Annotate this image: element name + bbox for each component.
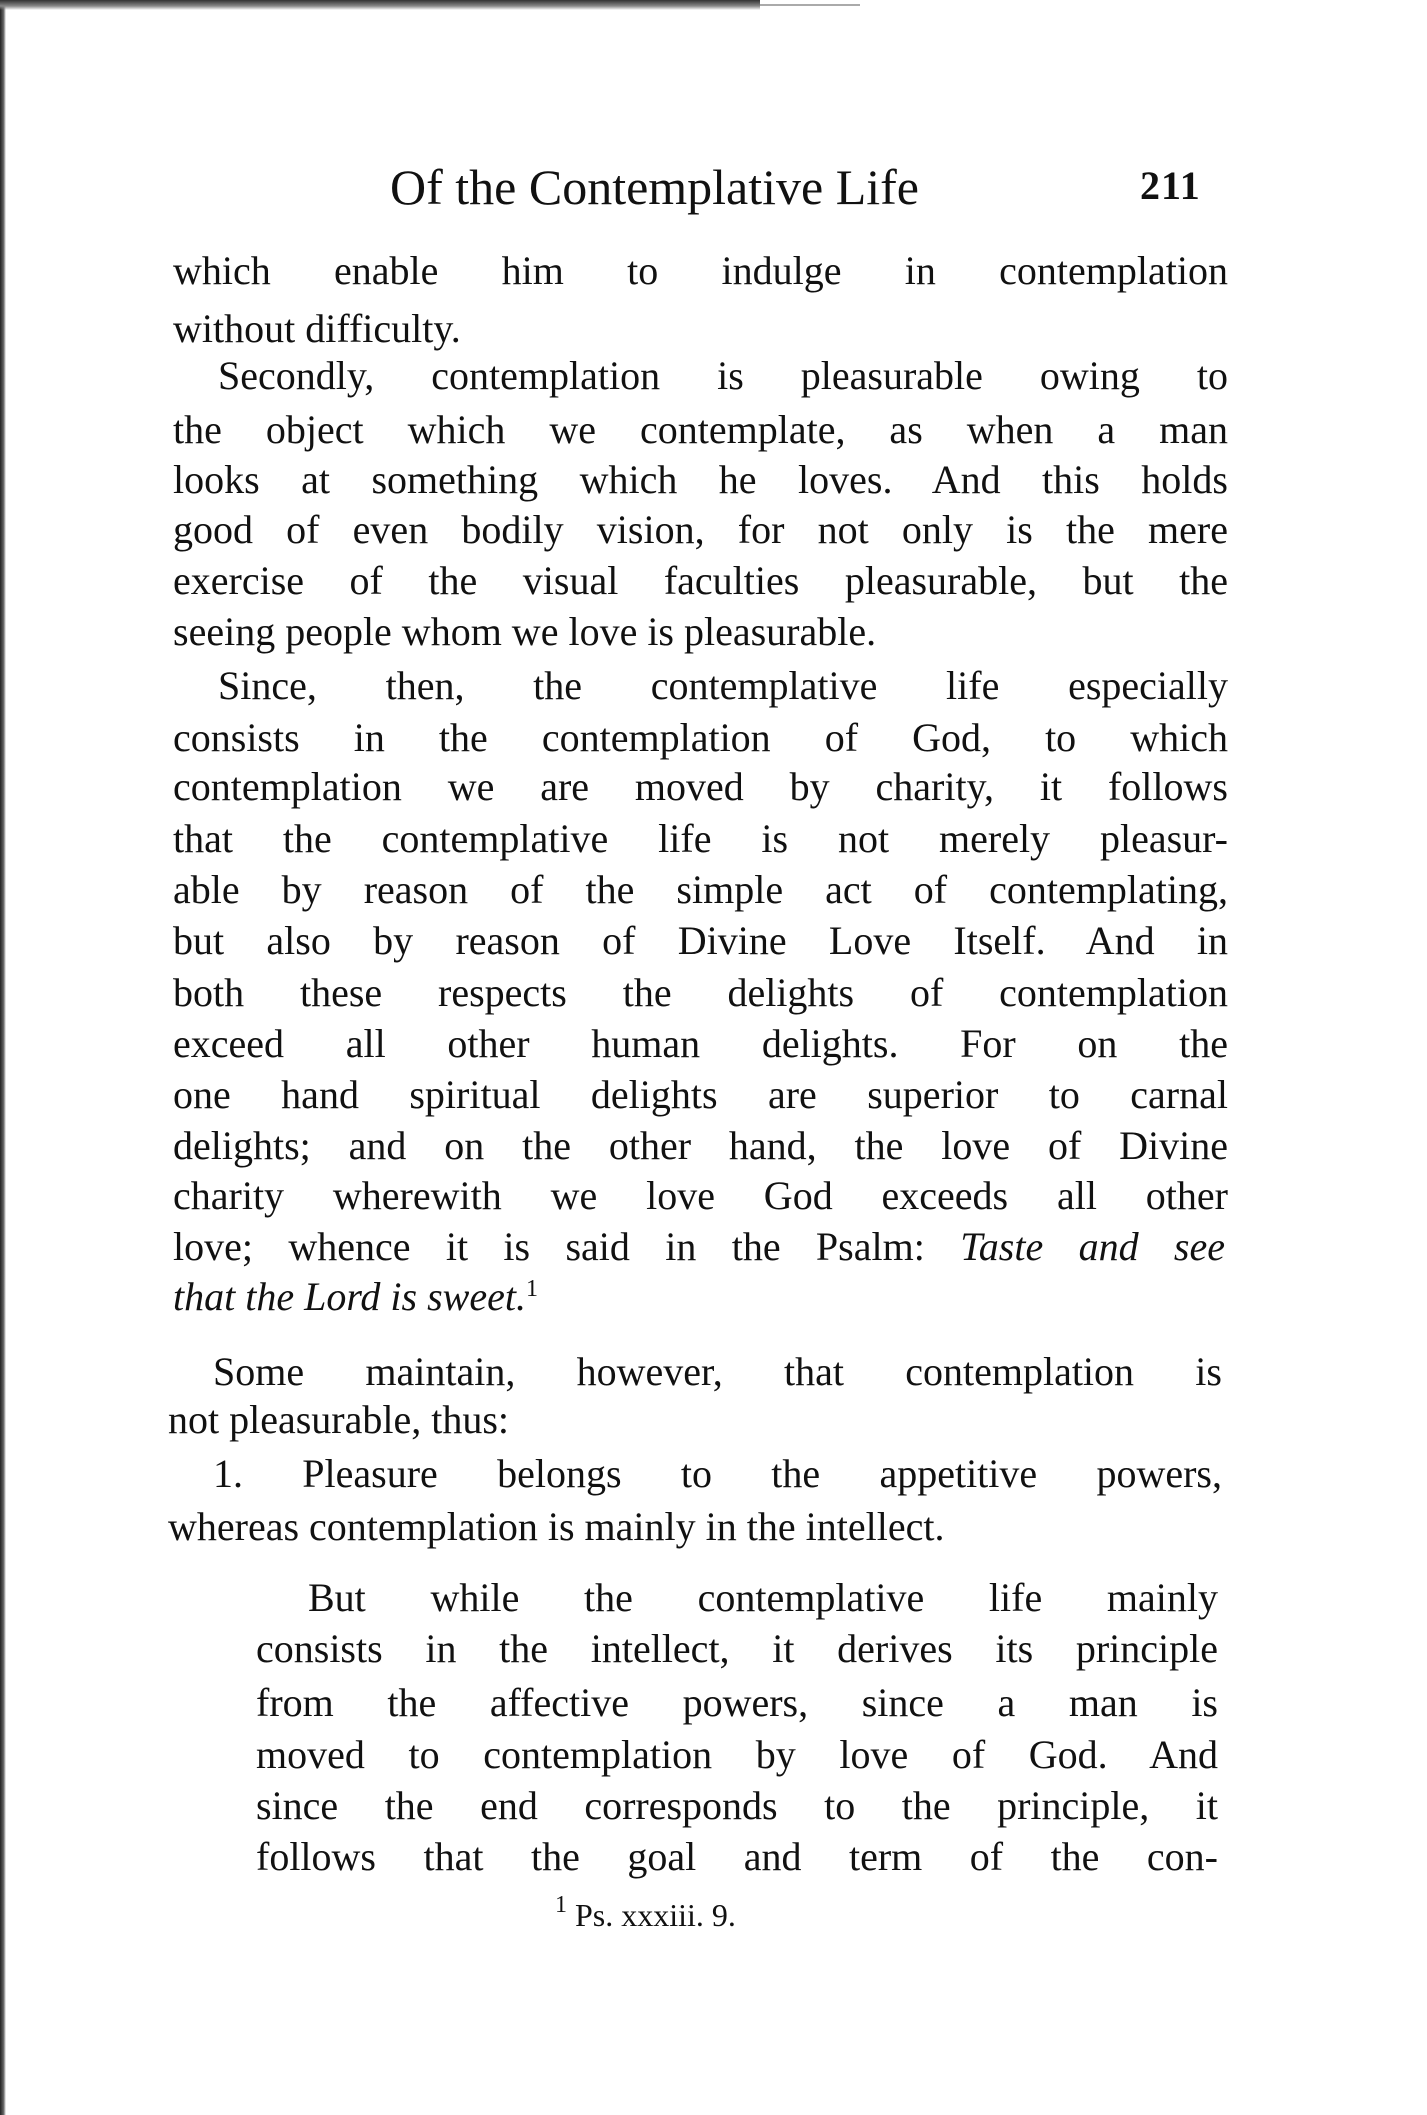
footnote — [555, 1893, 736, 1937]
running-head-title: Of the Contemplative Life — [390, 159, 920, 215]
text-line — [173, 404, 1228, 455]
line-text: seeing people whom we love is pleasurable. — [173, 609, 877, 654]
text-line — [173, 504, 1228, 555]
text-line — [308, 1572, 1218, 1623]
scan-edge-left — [0, 0, 6, 2115]
text-line — [256, 1831, 1218, 1882]
line-text: both these respects the delights of contemplation — [173, 970, 1228, 1015]
line-text: from the affective powers, since a man is — [256, 1680, 1218, 1725]
text-line — [173, 1271, 538, 1322]
italic-quote: Taste and see — [960, 1224, 1225, 1269]
line-text: since the end corresponds to the principle, it — [256, 1783, 1218, 1828]
text-line — [173, 606, 876, 657]
text-line — [168, 1394, 509, 1445]
line-text: follows that the goal and term of the con- — [256, 1834, 1218, 1879]
line-text: that the contemplative life is not merely pleasur- — [173, 816, 1228, 861]
line-text: exceed all other human delights. For on the — [173, 1021, 1228, 1066]
text-line — [173, 813, 1228, 864]
text-line — [256, 1729, 1218, 1780]
text-line — [173, 303, 461, 354]
text-line — [256, 1677, 1218, 1728]
line-text: but also by reason of Divine Love Itself. And in — [173, 918, 1228, 963]
line-text: the object which we contemplate, as when a man — [173, 407, 1228, 452]
page-number: 211 — [1140, 163, 1201, 208]
text-line — [173, 864, 1228, 915]
text-line — [218, 350, 1228, 401]
scan-edge-top-mark — [760, 4, 860, 6]
footnote-reference: 1 — [525, 1276, 538, 1302]
line-text: consists in the intellect, it derives its principle — [256, 1626, 1218, 1671]
line-text: contemplation we are moved by charity, it follows — [173, 764, 1228, 809]
text-line — [173, 1018, 1228, 1069]
text-line — [173, 1120, 1228, 1171]
line-text: charity wherewith we love God exceeds all other — [173, 1173, 1228, 1218]
line-text: 1. Pleasure belongs to the appetitive powers, — [213, 1451, 1222, 1496]
text-line — [173, 1170, 1228, 1221]
line-text: exercise of the visual faculties pleasurable, but the — [173, 558, 1228, 603]
footnote-marker: 1 — [555, 1892, 567, 1918]
line-text: looks at something which he loves. And this holds — [173, 457, 1228, 502]
text-line — [173, 555, 1228, 606]
text-line — [213, 1448, 1222, 1499]
text-line — [213, 1346, 1222, 1397]
text-line — [173, 1221, 1225, 1272]
line-text: But while the contemplative life mainly — [308, 1575, 1218, 1620]
line-text: consists in the contemplation of God, to which — [173, 715, 1228, 760]
text-line — [173, 967, 1228, 1018]
line-text: whereas contemplation is mainly in the intellect. — [168, 1504, 945, 1549]
line-text: without difficulty. — [173, 306, 461, 351]
line-text: Secondly, contemplation is pleasurable owing to — [218, 353, 1228, 398]
scan-edge-top — [0, 0, 760, 10]
italic-quote: that the Lord is sweet. — [173, 1274, 526, 1319]
text-line — [173, 712, 1228, 763]
line-text: Since, then, the contemplative life especially — [218, 663, 1228, 708]
line-text: Some maintain, however, that contemplation is — [213, 1349, 1222, 1394]
line-text: good of even bodily vision, for not only is the mere — [173, 507, 1228, 552]
text-line — [173, 1069, 1228, 1120]
footnote-text: Ps. xxxiii. 9. — [575, 1897, 736, 1933]
text-line — [256, 1623, 1218, 1674]
text-line — [168, 1501, 944, 1552]
text-line — [256, 1780, 1218, 1831]
line-text: not pleasurable, thus: — [168, 1397, 510, 1442]
line-text: love; whence it is said in the Psalm: — [173, 1224, 925, 1269]
text-line — [173, 761, 1228, 812]
line-text: one hand spiritual delights are superior to carnal — [173, 1072, 1228, 1117]
text-line — [173, 454, 1228, 505]
text-line — [173, 915, 1228, 966]
line-text: which enable him to indulge in contemplation — [173, 248, 1228, 293]
line-text: delights; and on the other hand, the love of Divine — [173, 1123, 1228, 1168]
line-text: moved to contemplation by love of God. And — [256, 1732, 1218, 1777]
text-line — [173, 245, 1228, 296]
line-text: able by reason of the simple act of contemplating, — [173, 867, 1228, 912]
text-line — [218, 660, 1228, 711]
